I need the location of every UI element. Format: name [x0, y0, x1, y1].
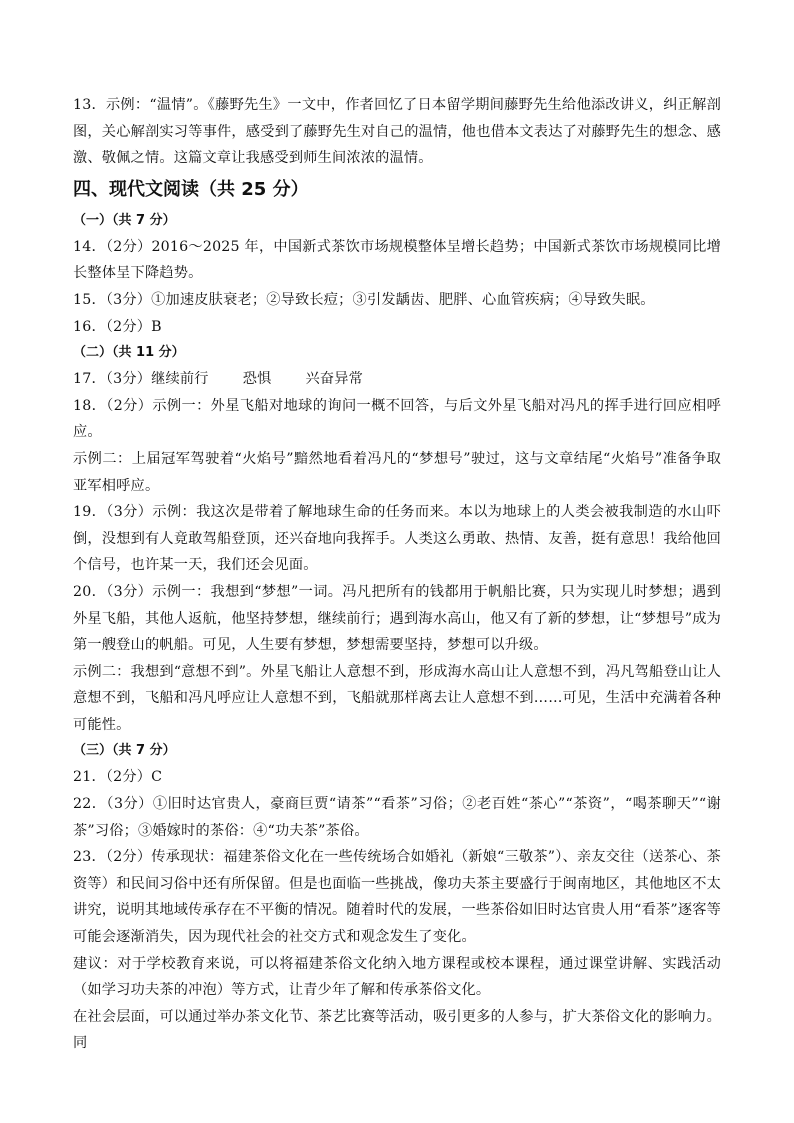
part-title-1: （一）（共 7 分） — [73, 212, 176, 228]
answer-page — [73, 92, 721, 1057]
answer-20-example-1: 20．（3分）示例一：我想到“梦想”一词。冯凡把所有的钱都用于帆船比赛，只为实现儿时梦想；遇到外星飞船，其他人返航，他坚持梦想，继续前行；遇到海水高山，他又有了新的梦想，让“梦想号”成为第一艘登山的帆船。可见，人生要有梦想，梦想需要坚持，梦想可以升级。 — [73, 583, 721, 654]
part-title-2: （二）（共 11 分） — [73, 345, 185, 361]
section-title-modern-reading: 四、现代文阅读（共 25 分） — [73, 178, 309, 200]
answer-16: 16．（2分）B — [73, 318, 162, 335]
answer-18-example-2: 示例二：上届冠军驾驶着“火焰号”黯然地看着冯凡的“梦想号”驶过，这与文章结尾“火焰号”准备争取亚军相呼应。 — [73, 450, 721, 494]
answer-23-society: 在社会层面，可以通过举办茶文化节、茶艺比赛等活动，吸引更多的人参与，扩大茶俗文化的影响力。同 — [73, 1008, 721, 1052]
answer-23-status: 23．（2分）传承现状：福建茶俗文化在一些传统场合如婚礼（新娘“三敬茶”）、亲友交往（送茶心、茶资等）和民间习俗中还有所保留。但是也面临一些挑战，像功夫茶主要盛行于闽南地区，其他地区不太讲究，说明其地域传承存在不平衡的情况。随着时代的发展，一些茶俗如旧时达官贵人用“看茶”逐客等可能会逐渐消失，因为现代社会的社交方式和观念发生了变化。 — [73, 849, 721, 946]
answer-17-word1: 17．（3分）继续前行 — [73, 371, 209, 388]
answer-21: 21．（2分）C — [73, 769, 163, 786]
part-title-3: （三）（共 7 分） — [73, 743, 176, 759]
answer-17-word2: 恐惧 — [242, 371, 272, 388]
answer-19: 19．（3分）示例：我这次是带着了解地球生命的任务而来。本以为地球上的人类会被我制造的水山吓倒，没想到有人竟敢驾船登顶，还兴奋地向我挥手。人类这么勇敢、热情、友善，挺有意思！我给他回个信号，也许某一天，我们还会见面。 — [73, 504, 721, 574]
answer-13: 13．示例：“温情”。《藤野先生》一文中，作者回忆了日本留学期间藤野先生给他添改讲义，纠正解剖图，关心解剖实习等事件，感受到了藤野先生对自己的温情，他也借本文表达了对藤野先生的想念、感激、敬佩之情。这篇文章让我感受到师生间浓浓的温情。 — [73, 97, 721, 167]
answer-17-word3: 兴奋异常 — [305, 371, 364, 388]
answer-23-suggestion: 建议：对于学校教育来说，可以将福建茶俗文化纳入地方课程或校本课程，通过课堂讲解、实践活动（如学习功夫茶的冲泡）等方式，让青少年了解和传承茶俗文化。 — [73, 955, 721, 999]
answer-14: 14．（2分）2016～2025 年，中国新式茶饮市场规模整体呈增长趋势；中国新式茶饮市场规模同比增长整体呈下降趋势。 — [73, 238, 721, 282]
answer-15: 15．（3分）①加速皮肤衰老；②导致长痘；③引发龋齿、肥胖、心血管疾病；④导致失眠。 — [73, 291, 655, 308]
answer-17 — [73, 366, 721, 393]
answer-18-example-1: 18．（2分）示例一：外星飞船对地球的询问一概不回答，与后文外星飞船对冯凡的挥手进行回应相呼应。 — [73, 397, 721, 441]
answer-22: 22．（3分）①旧时达官贵人，豪商巨贾“请茶”“看茶”习俗；②老百姓“茶心”“茶资”，“喝茶聊天”“谢茶”习俗；③婚嫁时的茶俗：④“功夫茶”茶俗。 — [73, 796, 721, 839]
answer-20-example-2: 示例二：我想到“意想不到”。外星飞船让人意想不到，形成海水高山让人意想不到，冯凡驾船登山让人意想不到，飞船和冯凡呼应让人意想不到，飞船就那样离去让人意想不到……可见，生活中充满着各种可能性。 — [73, 663, 721, 733]
